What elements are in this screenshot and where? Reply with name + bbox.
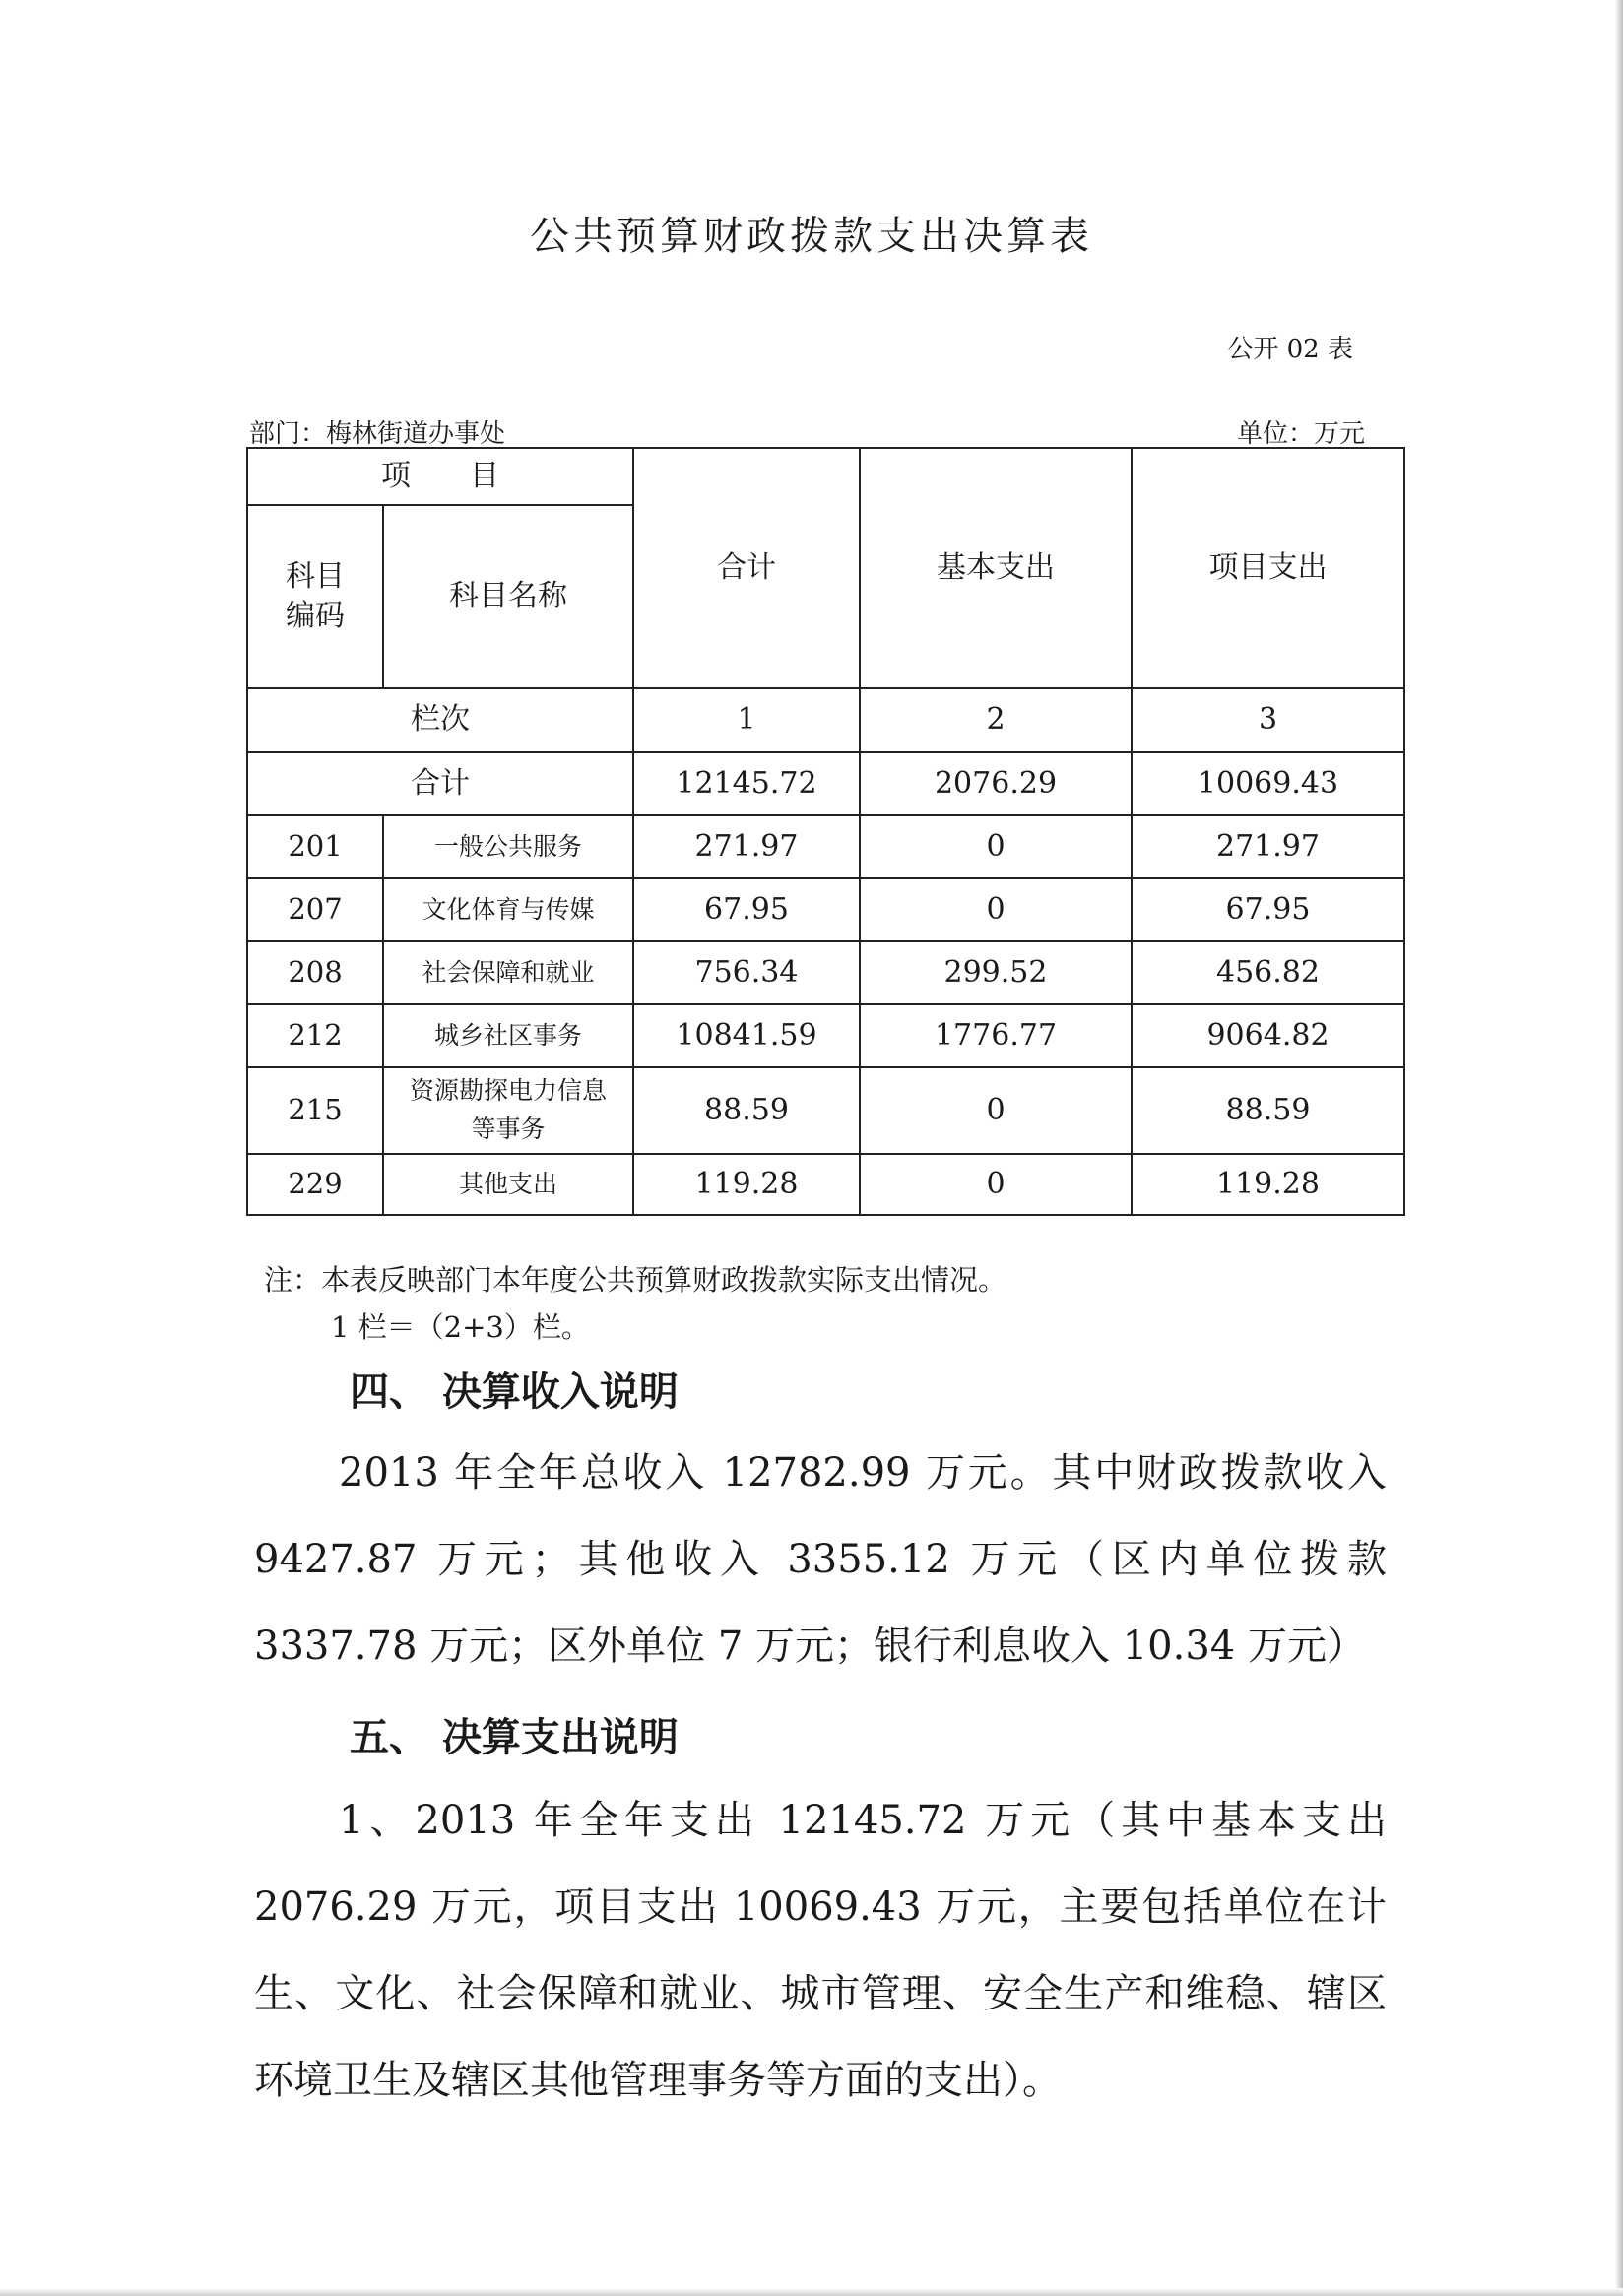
index-3: 3 [1132,688,1404,752]
note-line-1: 注：本表反映部门本年度公共预算财政拨款实际支出情况。 [264,1263,1007,1297]
row-name: 资源勘探电力信息等事务 [383,1067,633,1154]
section-4-heading: 四、 决算收入说明 [350,1370,679,1415]
index-2: 2 [860,688,1132,752]
index-row [247,688,1404,752]
row-name: 文化体育与传媒 [383,878,633,941]
row-code: 207 [247,878,383,941]
form-code: 公开 02 表 [1227,335,1353,364]
row-project: 88.59 [1132,1067,1404,1154]
note-line-2: 1 栏＝（2+3）栏。 [331,1310,590,1344]
table-row [247,1004,1404,1067]
row-basic: 0 [860,878,1132,941]
scan-edge-right [1615,0,1623,2296]
row-basic: 299.52 [860,941,1132,1004]
table-row [247,878,1404,941]
scan-edge-bottom [0,2288,1623,2296]
row-name: 城乡社区事务 [383,1004,633,1067]
row-total: 88.59 [633,1067,860,1154]
header-name: 科目名称 [383,505,633,688]
table-note [264,1256,1006,1351]
row-basic: 0 [860,1154,1132,1215]
header-code: 科目编码 [247,505,383,688]
row-total: 271.97 [633,815,860,878]
header-group-cell: 项 目 [247,448,633,505]
total-row [247,752,1404,815]
row-project: 9064.82 [1132,1004,1404,1067]
table-row [247,815,1404,878]
row-total: 119.28 [633,1154,860,1215]
index-label: 栏次 [247,688,633,752]
table-row [247,1154,1404,1215]
header-total: 合计 [633,448,860,688]
table-row [247,941,1404,1004]
section-4-paragraph [254,1430,1387,1690]
row-basic: 0 [860,1067,1132,1154]
section-5-paragraph [254,1777,1387,2124]
row-code: 215 [247,1067,383,1154]
row-name: 其他支出 [383,1154,633,1215]
row-code: 212 [247,1004,383,1067]
unit-label: 单位：万元 [1236,419,1365,449]
row-project: 119.28 [1132,1154,1404,1215]
row-code: 208 [247,941,383,1004]
row-code: 229 [247,1154,383,1215]
table-row [247,1067,1404,1154]
row-name: 一般公共服务 [383,815,633,878]
row-project: 456.82 [1132,941,1404,1004]
row-code: 201 [247,815,383,878]
budget-table [246,447,1405,1216]
section-4-text: 2013 年全年总收入 12782.99 万元。其中财政拨款收入 9427.87 万元；其他收入 3355.12 万元（区内单位拨款 3337.78 万元；区外单位 7 万元；银行利息收入 10.34 万元） [254,1450,1387,1669]
total-basic: 2076.29 [860,752,1132,815]
row-project: 271.97 [1132,815,1404,878]
row-project: 67.95 [1132,878,1404,941]
row-total: 10841.59 [633,1004,860,1067]
row-name: 社会保障和就业 [383,941,633,1004]
index-1: 1 [633,688,860,752]
header-basic: 基本支出 [860,448,1132,688]
department-label: 部门：梅林街道办事处 [249,419,506,449]
header-project: 项目支出 [1132,448,1404,688]
row-basic: 0 [860,815,1132,878]
row-total: 67.95 [633,878,860,941]
total-total: 12145.72 [633,752,860,815]
row-basic: 1776.77 [860,1004,1132,1067]
section-5-heading: 五、 决算支出说明 [350,1715,679,1760]
row-total: 756.34 [633,941,860,1004]
section-5-text: 1、2013 年全年支出 12145.72 万元（其中基本支出 2076.29 万元，项目支出 10069.43 万元，主要包括单位在计生、文化、社会保障和就业、城市管理、安全生产和维稳、辖区环境卫生及辖区其他管理事务等方面的支出）。 [254,1798,1387,2103]
total-label: 合计 [247,752,633,815]
total-project: 10069.43 [1132,752,1404,815]
page-title: 公共预算财政拨款支出决算表 [530,214,1093,259]
header-row-group [247,448,1404,505]
